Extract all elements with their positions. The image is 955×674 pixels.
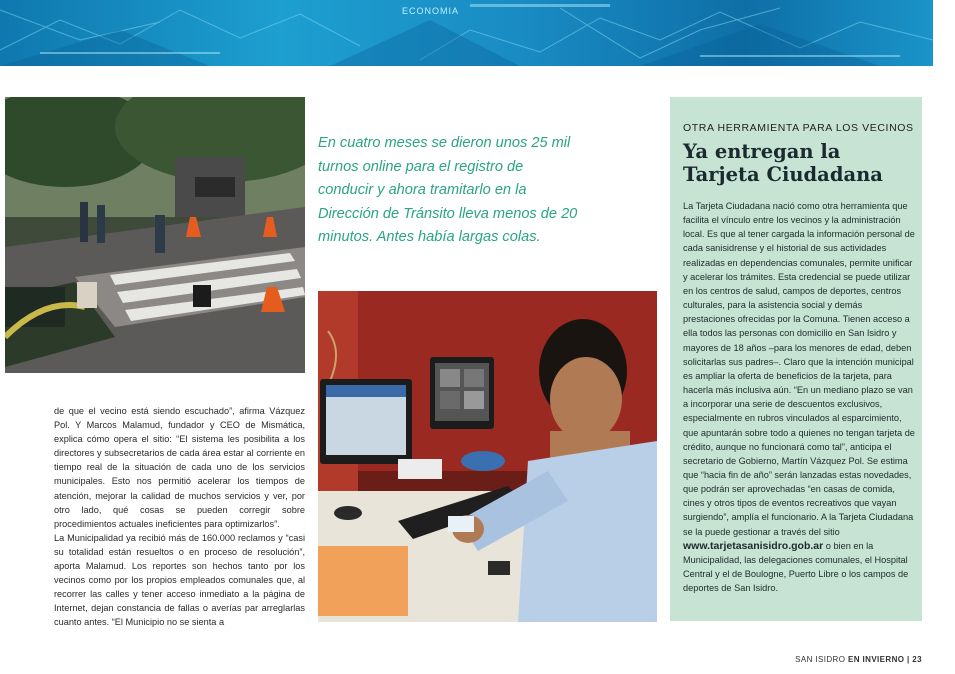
office-scene-image	[318, 291, 657, 622]
page-footer	[795, 655, 922, 664]
sidebar-title: Ya entregan la Tarjeta Ciudadana	[683, 140, 883, 186]
tarjeta-url-link[interactable]: www.tarjetasanisidro.gob.ar	[683, 539, 824, 552]
banner-section-tag: ECONOMIA	[402, 6, 460, 16]
sidebar-kicker: OTRA HERRAMIENTA PARA LOS VECINOS	[683, 122, 914, 134]
sidebar-text-part-1: La Tarjeta Ciudadana nació como otra herramienta que facilita el vínculo entre los vecinos y la administración local. Es que al tener cargada la información personal de cada sanisidrense y el historial de sus actividades realizadas en dependencias comunales, permite unificar y acelerar los trámites. Esta credencial se puede utilizar en los centros de salud, campos de deportes, centros culturales, para la asistencia social y demás prestaciones ofrecidas por la Comuna. Tienen acceso a ella todos las personas con domicilio en San Isidro y mayores de 18 años –para los menores de edad, deben solicitarlas sus padres–. Claro que la intención municipal es ampliar la oferta de beneficios de la tarjeta, para hacerla más inclusiva aún. “En un mediano plazo se van a incorporar una serie de descuentos exclusivos, especialmente en rubros vinculados al esparcimiento, que apuntarán sobre todo a quienes no tengan tarjeta de crédito, aunque no funcionará como tal”, anticipa el secretario de Gobierno, Martín Vázquez Pol. Se estima que “hacia fin de año” serán lanzadas estas novedades, que podrán ser aprovechadas “en casas de comida, cines y otros tipos de eventos recreativos que vayan surgiendo”, amplía el funcionario. A la Tarjeta Ciudadana se la puede gestionar a través del sitio	[683, 201, 915, 537]
header-banner	[0, 0, 933, 66]
footer-separator: |	[907, 655, 910, 664]
pull-quote: En cuatro meses se dieron unos 25 mil turnos online para el registro de conducir y ahora tramitarlo en la Dirección de Tránsito lleva menos de 20 minutos. Antes había largas colas.	[318, 135, 578, 246]
street-crossing-photo	[5, 97, 305, 373]
body-paragraph-1: de que el vecino está siendo escuchado”, afirma Vázquez Pol. Y Marcos Malamud, fundador y CEO de Mismática, explica cómo opera el sitio: “El sistema les posibilita a los directores y subsecretarios de cada área estar al corriente en tiempo real de la situación de cada uno de los servicios municipales. Esto nos permitió acelerar los tiempos de atención, mejorar la calidad de muchos servicios y ver, por otro lado, qué cosas se pueden corregir sobre procedimientos actuales ineficientes para optimizarlos”.	[54, 406, 305, 529]
footer-issue: EN INVIERNO	[847, 655, 905, 664]
banner-pattern-graphic	[0, 0, 933, 66]
sidebar-text	[683, 199, 915, 595]
official-at-desk-photo	[318, 291, 657, 622]
article-body	[54, 404, 305, 630]
footer-section: SAN ISIDRO	[795, 655, 846, 664]
page-number: 23	[912, 655, 922, 664]
sidebar-text-part-2: o bien en la Municipalidad, las delegaciones comunales, el Hospital Central y el de Boulogne, Puerto Libre o los campos de deportes de San Isidro.	[683, 540, 909, 594]
body-paragraph-2: La Municipalidad ya recibió más de 160.000 reclamos y “casi su totalidad están resueltos o en proceso de resolución”, aporta Malamud. Los reportes son hechos tanto por los vecinos como por los propios empleados comunales que, al recorrer las calles y tener acceso inmediato a la página de Internet, dejan constancia de fallas o averías par arreglarlas cuanto antes. “El Municipio no se sienta a	[54, 532, 305, 628]
street-crossing-image	[5, 97, 305, 373]
sidebar-box	[670, 97, 922, 621]
